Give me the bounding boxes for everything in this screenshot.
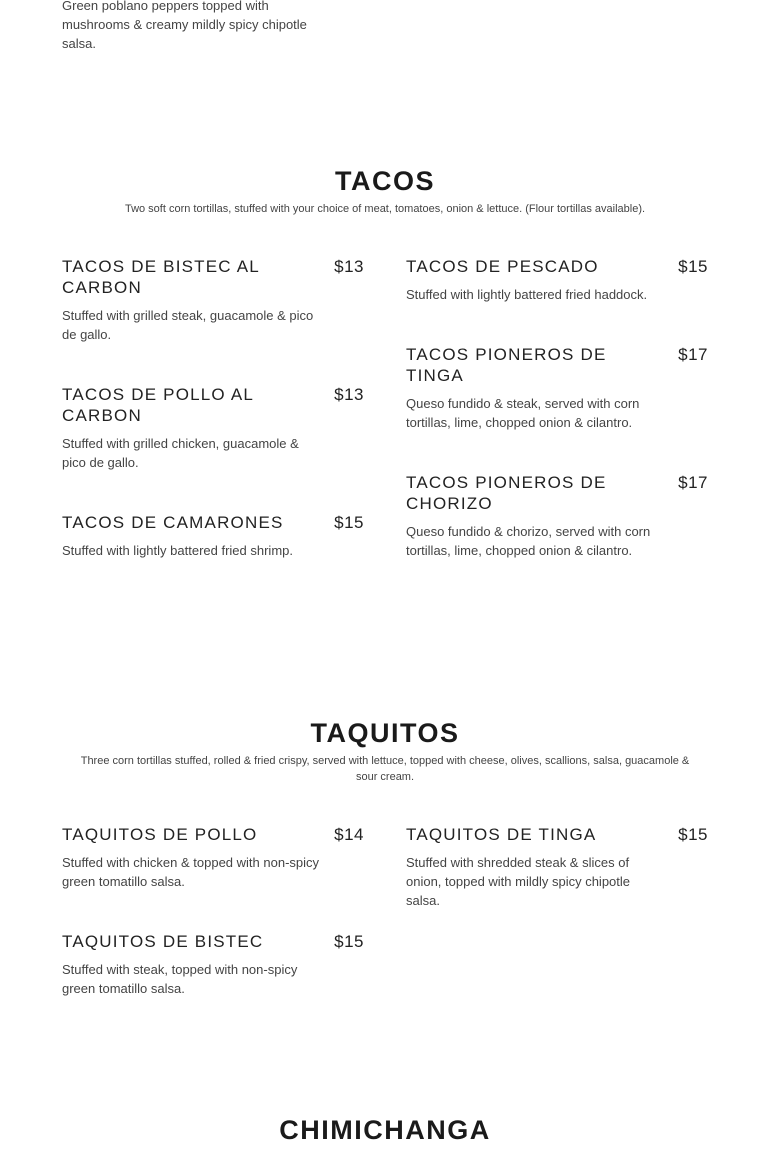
item-name: TAQUITOS DE POLLO	[62, 825, 258, 844]
section-subtitle-tacos: Two soft corn tortillas, stuffed with your choice of meat, tomatoes, onion & lettuce. (Flour tortillas available).	[124, 203, 646, 215]
item-description: Stuffed with lightly battered fried shrimp.	[62, 543, 293, 558]
item-description: Queso fundido & steak, served with corn tortillas, lime, chopped onion & cilantro.	[406, 396, 640, 430]
menu-item	[406, 256, 708, 304]
menu-item	[406, 472, 708, 560]
menu-item	[62, 824, 364, 891]
section-subtitle-taquitos: Three corn tortillas stuffed, rolled & fried crispy, served with lettuce, topped with cheese, olives, scallions, salsa, guacamole & sour cream.	[80, 755, 690, 783]
item-name: TAQUITOS DE BISTEC	[62, 932, 264, 951]
taquitos-right-column	[406, 824, 708, 910]
item-description: Stuffed with lightly battered fried haddock.	[406, 287, 648, 302]
section-title-tacos: TACOS	[335, 166, 435, 196]
item-price: $15	[678, 825, 708, 844]
previous-item-description: Green poblano peppers topped with mushrooms & creamy mildly spicy chipotle salsa.	[62, 0, 307, 51]
tacos-left-column	[62, 256, 364, 560]
item-price: $17	[678, 473, 708, 492]
menu-item	[62, 512, 364, 560]
menu-item	[62, 384, 364, 472]
tacos-section	[0, 165, 770, 217]
item-description: Stuffed with grilled chicken, guacamole & pico de gallo.	[62, 436, 299, 470]
menu-item	[406, 824, 708, 910]
item-name: TACOS PIONEROS DE CHORIZO	[406, 473, 607, 513]
item-name: TAQUITOS DE TINGA	[406, 825, 597, 844]
chimichanga-section	[0, 1114, 770, 1146]
item-price: $15	[334, 932, 364, 951]
item-price: $15	[334, 513, 364, 532]
menu-item	[406, 344, 708, 432]
item-name: TACOS PIONEROS DE TINGA	[406, 345, 607, 385]
item-price: $13	[334, 257, 364, 276]
menu-item	[62, 931, 364, 998]
item-price: $17	[678, 345, 708, 364]
item-description: Stuffed with shredded steak & slices of onion, topped with mildly spicy chipotle salsa.	[406, 855, 631, 908]
item-price: $15	[678, 257, 708, 276]
taquitos-left-column	[62, 824, 364, 998]
item-description: Stuffed with steak, topped with non-spicy green tomatillo salsa.	[62, 962, 298, 996]
item-price: $14	[334, 825, 364, 844]
item-description: Queso fundido & chorizo, served with corn tortillas, lime, chopped onion & cilantro.	[406, 524, 651, 558]
item-description: Stuffed with grilled steak, guacamole & pico de gallo.	[62, 308, 314, 342]
item-name: TACOS DE BISTEC AL CARBON	[62, 257, 260, 297]
section-title-chimichanga: CHIMICHANGA	[279, 1115, 491, 1145]
item-name: TACOS DE CAMARONES	[62, 513, 284, 532]
item-price: $13	[334, 385, 364, 404]
item-name: TACOS DE POLLO AL CARBON	[62, 385, 254, 425]
tacos-right-column	[406, 256, 708, 560]
taquitos-section	[0, 717, 770, 785]
item-description: Stuffed with chicken & topped with non-spicy green tomatillo salsa.	[62, 855, 320, 889]
menu-item	[62, 256, 364, 344]
item-name: TACOS DE PESCADO	[406, 257, 599, 276]
section-title-taquitos: TAQUITOS	[310, 718, 460, 748]
